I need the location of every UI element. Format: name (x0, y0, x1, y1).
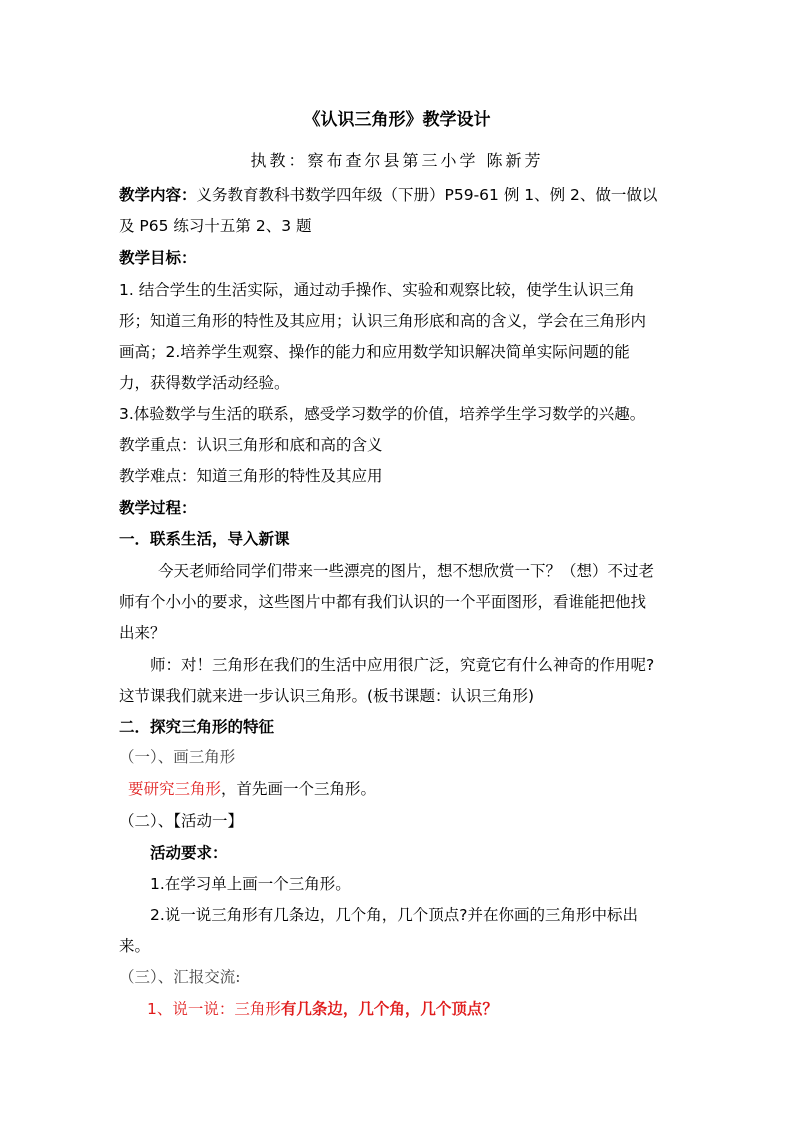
section2-sub3: （三）、汇报交流: (119, 968, 241, 986)
goal-line-4: 力，获得数学活动经验。 (119, 374, 290, 392)
author-line: 执教：察布查尔县第三小学 陈新芳 (250, 151, 544, 170)
activity-label: 活动要求： (150, 844, 228, 862)
activity-req-2-line1: 2.说一说三角形有几条边，几个角，几个顶点?并在你画的三角形中标出 (150, 906, 639, 924)
goal-line-2: 形；知道三角形的特性及其应用；认识三角形底和高的含义，学会在三角形内 (119, 312, 647, 330)
section2-sub2: （二）、【活动一】 (119, 812, 244, 830)
document-title: 《认识三角形》教学设计 (303, 110, 491, 130)
process-heading: 教学过程： (119, 499, 197, 517)
goal-line-1: 1. 结合学生的生活实际，通过动手操作、实验和观察比较，使学生认识三角 (119, 281, 635, 299)
activity-req-1: 1.在学习单上画一个三角形。 (150, 875, 351, 893)
section1-p1-line2: 师有个小小的要求，这些图片中都有我们认识的一个平面图形，看谁能把他找 (119, 593, 647, 611)
report-bold: 有几条边，几个角，几个顶点？ (280, 1000, 498, 1018)
section1-p2-line2: 这节课我们就来进一步认识三角形。(板书课题：认识三角形) (119, 687, 535, 705)
section1-p2-line1: 师：对！三角形在我们的生活中应用很广泛，究竟它有什么神奇的作用呢? (150, 656, 655, 674)
report-line (147, 999, 498, 1019)
section1-p1-line1: 今天老师给同学们带来一些漂亮的图片，想不想欣赏一下？（想）不过老 (158, 562, 655, 580)
goals-heading: 教学目标： (119, 249, 197, 267)
section2-sub1-text (128, 779, 376, 799)
content-text-1: 义务教育教科书数学四年级（下册）P59-61 例 1、例 2、做一做以 (196, 186, 658, 204)
goal-line-5: 3.体验数学与生活的联系，感受学习数学的价值，培养学生学习数学的兴趣。 (119, 405, 646, 423)
section2-sub1: （一）、画三角形 (119, 748, 236, 766)
goal-line-3: 画高；2.培养学生观察、操作的能力和应用数学知识解决简单实际问题的能 (119, 343, 630, 361)
section1-p1-line3: 出来？ (119, 624, 166, 642)
report-normal: 1、说一说：三角形 (147, 1000, 281, 1018)
content-label: 教学内容： (119, 186, 197, 204)
sub1-text-rest: ，首先画一个三角形。 (221, 780, 377, 798)
section2-heading: 二．探究三角形的特征 (119, 718, 275, 736)
section1-heading: 一．联系生活，导入新课 (119, 530, 290, 548)
content-line-1 (119, 185, 657, 205)
activity-req-2-line2: 来。 (119, 937, 151, 955)
sub1-text-highlight: 要研究三角形 (128, 780, 222, 798)
content-line-2: 及 P65 练习十五第 2、3 题 (119, 217, 312, 235)
key-point: 教学重点：认识三角形和底和高的含义 (119, 436, 383, 454)
difficulty: 教学难点：知道三角形的特性及其应用 (119, 467, 383, 485)
